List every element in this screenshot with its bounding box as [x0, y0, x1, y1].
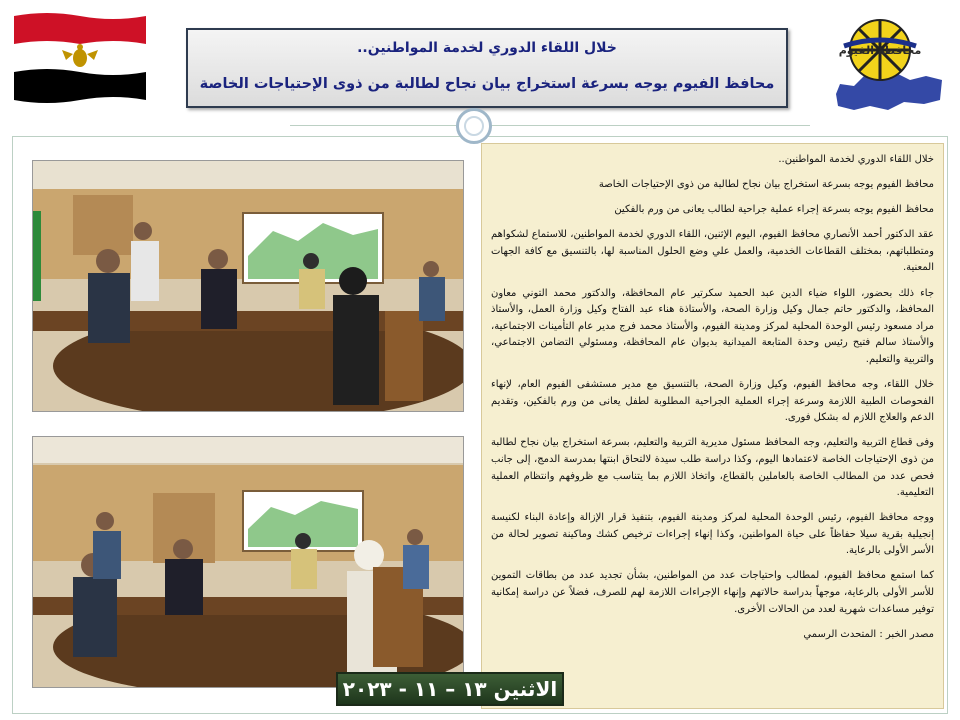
- header-divider: [290, 125, 810, 126]
- article-paragraph: ووجه محافظ الفيوم، رئيس الوحدة المحلية لمركز ومدينة الفيوم، بتنفيذ قرار الإزالة وإعادة البناء لكنيسة إنجيلية بقرية سيلا حفاظاً على حياة المواطنين، وكذا إنهاء إجراءات ترخيص كشك وماكينة تصوير لحالة من الأسر الأولى بالرعاية.: [491, 512, 934, 557]
- article-source: مصدر الخبر : المتحدث الرسمي: [803, 628, 934, 640]
- date-banner: الاثنين ١٣ – ١١ - ٢٠٢٣: [336, 672, 564, 706]
- article-paragraph: خلال اللقاء الدوري لخدمة المواطنين..: [778, 154, 934, 165]
- fayoum-governorate-logo-icon: [834, 14, 946, 122]
- headline-line-1: خلال اللقاء الدوري لخدمة المواطنين..: [357, 40, 617, 56]
- logo-text: محافظة الفيوم: [838, 44, 922, 57]
- article-paragraph: كما استمع محافظ الفيوم، لمطالب واحتياجات عدد من المواطنين، بشأن تجديد عدد من بطاقات التموين للأسر الأولى بالرعاية، موجهاً بدراسة حالاتهم وإنهاء الإجراءات اللازمة لهم للصرف، فضلاً عن دراسة إمكانية توفير مساعدات شهرية لعدد من الحالات الأخرى.: [491, 570, 934, 615]
- meeting-photo-1: [32, 160, 464, 412]
- meeting-photo-2: [32, 436, 464, 688]
- article-paragraph: محافظ الفيوم يوجه بسرعة إجراء عملية جراحية لطالب يعانى من ورم بالفكين: [614, 204, 934, 216]
- article-paragraph: وفى قطاع التربية والتعليم، وجه المحافظ مسئول مديرية التربية والتعليم، بسرعة استخراج بيان نجاح لطالبة من ذوى الإحتياجات الخاصة لاعتمادها اليوم، وكذا دراسة طلب سيدة لالتحاق ابنتها بمدرسة الدمج، إلى جانب فحص عدد من المطالب الخاصة بالعاملين بالقطاع، واتخاذ اللازم بما يتناسب مع ظروفهم وانتظام العملية التعليمية.: [491, 437, 934, 499]
- article-paragraph: محافظ الفيوم يوجه بسرعة استخراج بيان نجاح لطالبة من ذوى الإحتياجات الخاصة: [598, 179, 934, 191]
- egypt-flag-icon: [14, 8, 146, 104]
- article-text-panel: [481, 143, 944, 709]
- article-paragraph: عقد الدكتور أحمد الأنصاري محافظ الفيوم، اليوم الإثنين، اللقاء الدوري لخدمة المواطنين، للاستماع لشكواهم ومتطلباتهم، بمختلف القطاعات الخدمية، والعمل علي وضع الحلول المناسبة لها، بالتنسيق مع كافة الجهات المعنية.: [491, 229, 934, 274]
- headline-line-2: محافظ الفيوم يوجه بسرعة استخراج بيان نجاح لطالبة من ذوى الإحتياجات الخاصة: [199, 76, 775, 92]
- article-paragraph: خلال اللقاء، وجه محافظ الفيوم، وكيل وزارة الصحة، بالتنسيق مع مدير مستشفى الفيوم العام، لإنهاء الفحوصات الطبية اللازمة وسرعة إجراء العملية الجراحية المطلوبة لطفل يعانى من ورم بالفكين، وتقديم الدعم والعلاج اللازم له بشكل فورى.: [491, 379, 934, 424]
- article-paragraph: جاء ذلك بحضور، اللواء ضياء الدين عبد الحميد سكرتير عام المحافظة، والدكتور محمد التوني معاون المحافظ، والدكتور حاتم جمال وكيل وزارة الصحة، والأستاذة هناء عبد الفتاح وكيل وزارة العمل، والأستاذ مراد مسعود رئيس الوحدة المحلية لمركز ومدينة الفيوم، والأستاذ محمد فرج مدير عام التأمينات الاجتماعية، والأستاذ سالم فتيح رئيس وحدة المتابعة الميدانية بديوان عام المحافظة، ومسئولي التضامن الاجتماعي، والتربية والتعليم.: [491, 287, 934, 365]
- headline-box: [186, 28, 788, 108]
- divider-ornament: [456, 108, 492, 144]
